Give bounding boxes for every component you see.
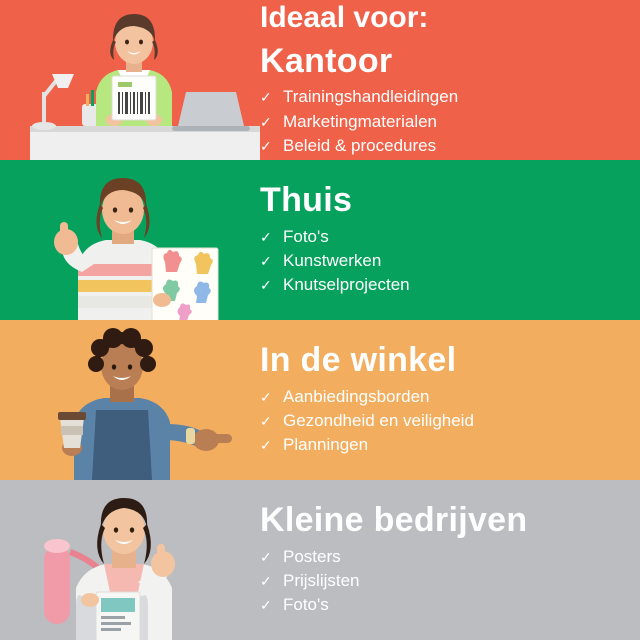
list-item-label: Posters [283,546,341,566]
check-icon: ✓ [260,572,272,589]
list-kleine-bedrijven [260,545,616,617]
content-kantoor [260,2,640,158]
check-icon: ✓ [260,548,272,565]
list-item [260,385,616,409]
section-kleine-bedrijven [0,480,640,640]
check-icon: ✓ [260,412,272,429]
intro-title: Ideaal voor: [260,1,429,35]
check-icon: ✓ [260,113,272,130]
list-item-label: Planningen [283,434,369,454]
section-title-thuis: Thuis [260,180,353,219]
photo-kantoor [0,0,260,160]
list-item-label: Gezondheid en veiligheid [283,410,474,430]
photo-winkel [0,320,260,480]
section-in-de-winkel [0,320,640,480]
check-icon: ✓ [260,276,272,293]
list-item-label: Prijslijsten [283,570,360,590]
content-kleine-bedrijven [260,500,640,617]
list-item [260,433,616,457]
check-icon: ✓ [260,137,272,154]
list-item [260,249,616,273]
list-item [260,225,616,249]
check-icon: ✓ [260,252,272,269]
photo-kleine-bedrijven [0,480,260,640]
list-item-label: Foto's [283,226,329,246]
list-item-label: Beleid & procedures [283,135,437,155]
list-winkel [260,385,616,457]
check-icon: ✓ [260,596,272,613]
list-item-label: Foto's [283,594,329,614]
section-title-kantoor: Kantoor [260,41,393,80]
section-title-kleine-bedrijven: Kleine bedrijven [260,500,528,539]
list-item [260,409,616,433]
list-item-label: Aanbiedingsborden [283,386,430,406]
list-thuis [260,225,616,297]
list-item [260,569,616,593]
photo-thuis [0,160,260,320]
content-winkel [260,340,640,457]
check-icon: ✓ [260,388,272,405]
section-title-winkel: In de winkel [260,340,457,379]
list-item [260,134,616,158]
content-thuis [260,180,640,297]
check-icon: ✓ [260,89,272,106]
list-item [260,545,616,569]
list-kantoor [260,85,616,157]
check-icon: ✓ [260,228,272,245]
list-item-label: Kunstwerken [283,250,382,270]
list-item [260,110,616,134]
section-kantoor [0,0,640,160]
list-item-label: Knutselprojecten [283,274,410,294]
check-icon: ✓ [260,436,272,453]
list-item [260,273,616,297]
list-item-label: Trainingshandleidingen [283,87,459,107]
section-thuis [0,160,640,320]
list-item [260,85,616,109]
list-item-label: Marketingmaterialen [283,111,438,131]
list-item [260,593,616,617]
